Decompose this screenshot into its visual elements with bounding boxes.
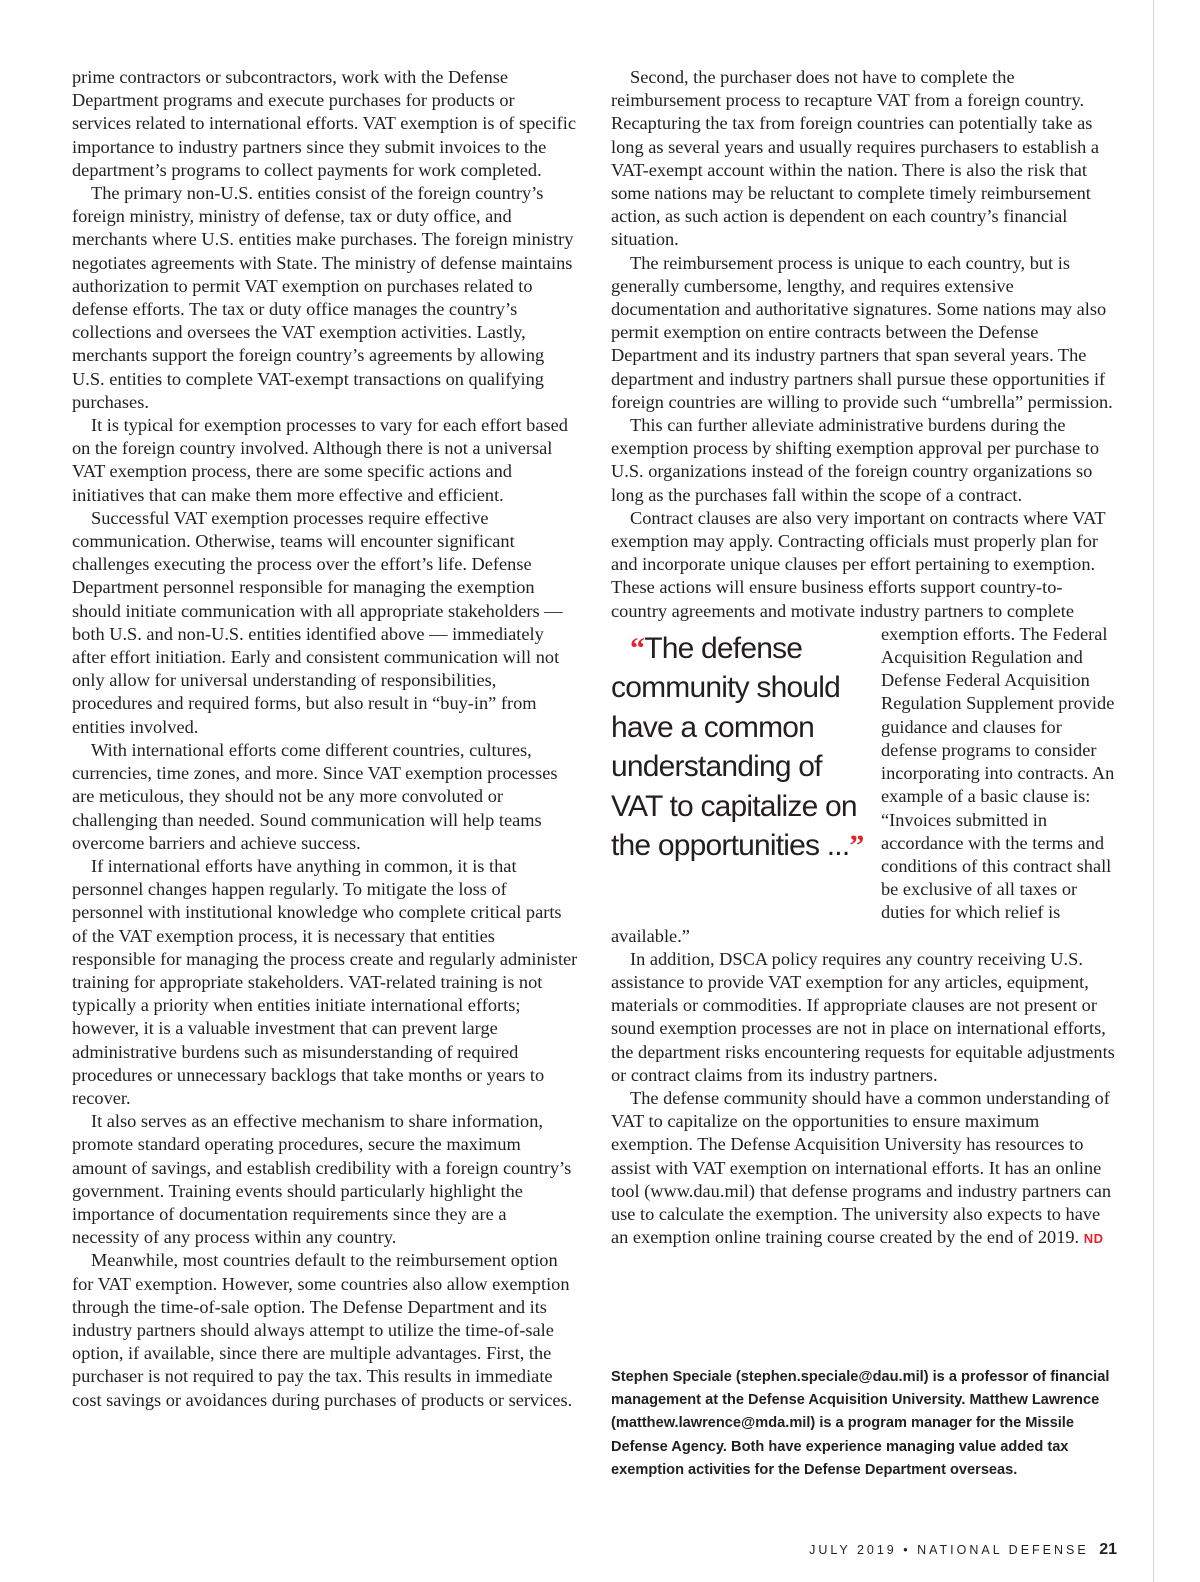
body-paragraph: prime contractors or subcontractors, work with the Defense Department programs and execute purchases for products or services related to international efforts. VAT exemption is of specific importance to industry partners since they submit invoices to the department’s programs to collect payments for work completed.: [72, 67, 576, 180]
pull-quote-open-mark: “: [630, 631, 645, 665]
body-paragraph: Second, the purchaser does not have to complete the reimbursement process to recapture VAT from a foreign country. Recapturing the tax from foreign countries can potentially take as long as several years and usually requires purchasers to establish a VAT-exempt account within the nation. There is also the risk that some nations may be reluctant to complete timely reimbursement action, as such action is dependent on each country’s financial situation.: [611, 67, 1099, 250]
body-paragraph: The reimbursement process is unique to each country, but is generally cumbersome, lengthy, and requires extensive documentation and authoritative signatures. Some nations may also permit exemption on entire contracts between the Defense Department and its industry partners that span several years. The department and industry partners shall pursue these opportunities if foreign countries are willing to provide such “umbrella” permission.: [611, 252, 1113, 412]
page-edge-line: [1153, 0, 1154, 1582]
body-paragraph: With international efforts come different countries, cultures, currencies, time zones, and more. Since VAT exemption processes are meticulous, they should not be any more convoluted or challenging than needed. Sound communication will help teams overcome barriers and achieve success.: [72, 739, 558, 853]
paragraph-wrap-text: partners to complete exemption efforts. The Federal Acquisition Regulation and Defense Federal Acquisition Regulation Supplement provide guidance and clauses for defense programs to consider incorporating into contracts. An example of a basic clause is: “Invoices submitted in accordance with the terms and conditions of this contract shall be exclusive of all taxes or duties for which relief is available.”: [611, 600, 1115, 946]
body-paragraph: It is typical for exemption processes to vary for each effort based on the foreign country involved. Although there is not a universal VAT exemption process, there are some specific actions and initiatives that can make them more effective and efficient.: [72, 415, 568, 505]
right-column: [611, 66, 1117, 1250]
left-column: [72, 66, 578, 1412]
end-mark: ND: [1083, 1231, 1104, 1247]
pull-quote-text: The defense community should have a common understanding of VAT to capitalize on the opportunities ...: [611, 631, 857, 862]
body-paragraph: If international efforts have anything in common, it is that personnel changes happen regularly. To mitigate the loss of personnel with institutional knowledge who complete critical parts of the VAT exemption process, it is necessary that entities responsible for managing the process create and regularly administer training for appropriate stakeholders. VAT-related training is not typically a priority when entities initiate international efforts; however, it is a valuable investment that can prevent large administrative burdens such as misunderstanding of required procedures or unnecessary backlogs that take months or years to recover.: [72, 855, 578, 1108]
final-paragraph-text: The defense community should have a common understanding of VAT to capitalize on the opportunities to ensure maximum exemption. The Defense Acquisition University has resources to assist with VAT exemption on international efforts. It has an online tool (www.dau.mil) that defense programs and industry partners can use to calculate the exemption. The university also expects to have an exemption online training course created by the end of 2019.: [611, 1087, 1112, 1248]
author-bio: Stephen Speciale (stephen.speciale@dau.mil) is a professor of financial management at the Defense Acquisition University. Matthew Lawrence (matthew.lawrence@mda.mil) is a program manager for the Missile Defense Agency. Both have experience managing value added tax exemption activities for the Defense Department overseas.: [611, 1369, 1110, 1478]
body-paragraph: Meanwhile, most countries default to the reimbursement option for VAT exemption. However, some countries also allow exemption through the time-of-sale option. The Defense Department and its industry partners should always attempt to utilize the time-of-sale option, if available, since there are multiple advantages. First, the purchaser is not required to pay the tax. This results in immediate cost savings or avoidances during purchases of products or services.: [72, 1250, 573, 1410]
body-paragraph: [611, 507, 1117, 948]
page-number: 21: [1099, 1541, 1117, 1558]
pull-quote-close-mark: ”: [849, 828, 864, 862]
body-paragraph: It also serves as an effective mechanism to share information, promote standard operating procedures, secure the maximum amount of savings, and establish credibility with a foreign country’s government. Training events should particularly highlight the importance of documentation requirements since they are a necessity of any process within any country.: [72, 1111, 572, 1248]
page-footer: [809, 1541, 1117, 1559]
pull-quote: [611, 629, 869, 905]
body-paragraph: In addition, DSCA policy requires any country receiving U.S. assistance to provide VAT exemption for any articles, equipment, materials or commodities. If appropriate clauses are not present or sound exemption processes are not in place on international efforts, the department risks encountering requests for equitable adjustments or contract claims from its industry partners.: [611, 948, 1115, 1085]
footer-text: JULY 2019 • NATIONAL DEFENSE: [809, 1543, 1089, 1557]
body-paragraph: Successful VAT exemption processes require effective communication. Otherwise, teams will encounter significant challenges executing the process over the effort’s life. Defense Department personnel responsible for managing the exemption should initiate communication with all appropriate stakeholders — both U.S. and non-U.S. entities identified above — immediately after effort initiation. Early and consistent communication will not only allow for universal understanding of responsibilities, procedures and required forms, but also result in “buy-in” from entities involved.: [72, 507, 563, 737]
final-paragraph: [611, 1087, 1117, 1250]
paragraph-lead-text: Contract clauses are also very important on contracts where VAT exemption may apply. Contracting officials must properly plan for and incorporate unique clauses per effort pertaining to exemption. These actions will ensure business efforts support country-to-country agreements and motivate industry: [611, 507, 1106, 621]
body-paragraph: This can further alleviate administrative burdens during the exemption process by shifting exemption approval per purchase to U.S. organizations instead of the foreign country organizations so long as the purchases fall within the scope of a contract.: [611, 415, 1100, 505]
body-paragraph: The primary non-U.S. entities consist of the foreign country’s foreign ministry, ministry of defense, tax or duty office, and merchants where U.S. entities make purchases. The foreign ministry negotiates agreements with State. The ministry of defense maintains authorization to permit VAT exemption on purchases related to defense efforts. The tax or duty office manages the country’s collections and oversees the VAT exemption activities. Lastly, merchants support the foreign country’s agreements by allowing U.S. entities to complete VAT-exempt transactions on qualifying purchases.: [72, 183, 574, 412]
